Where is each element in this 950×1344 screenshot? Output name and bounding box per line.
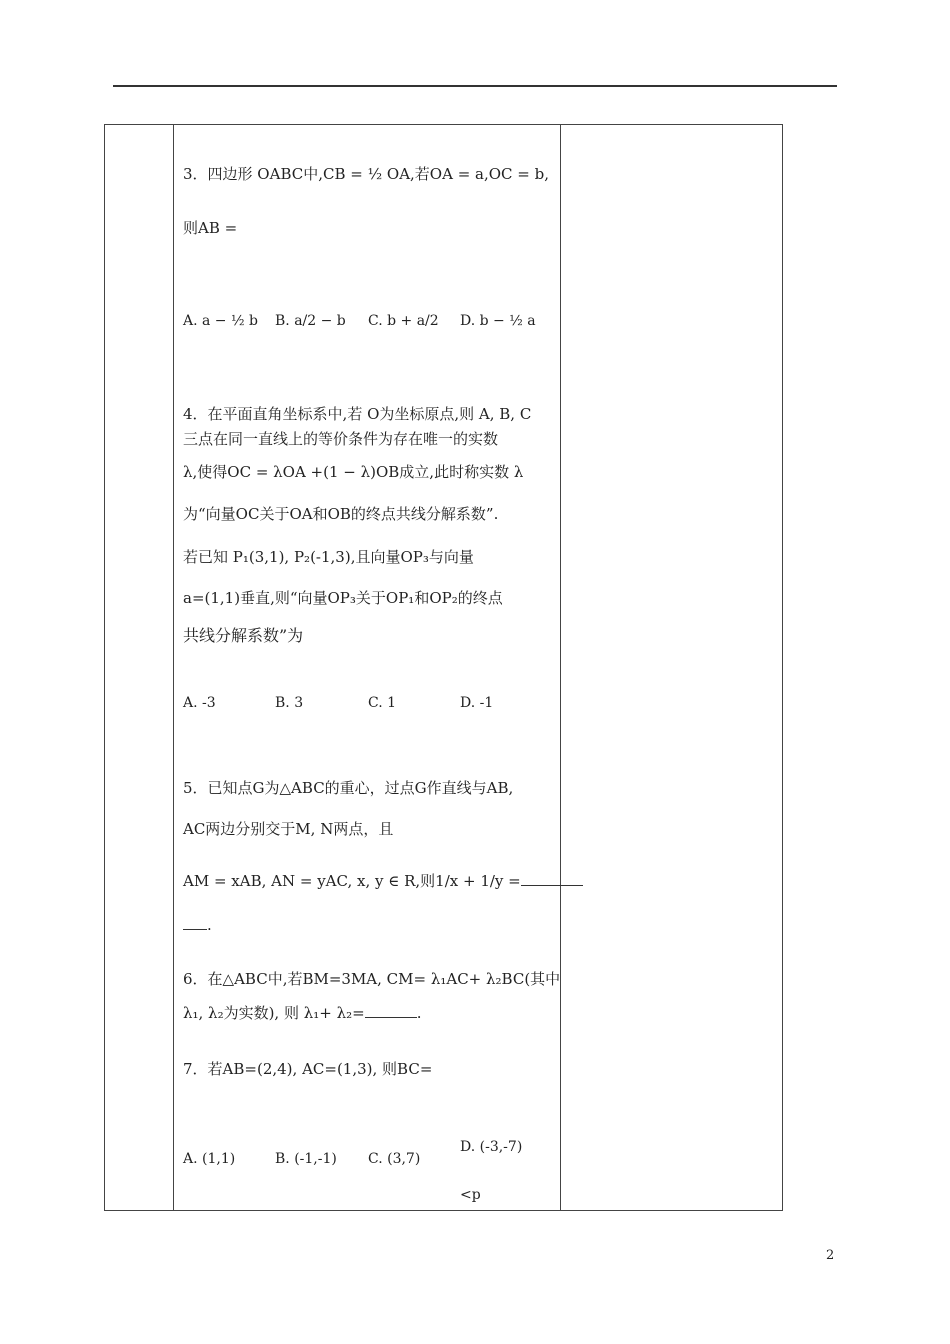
table-divider-right — [560, 125, 561, 1210]
q5-line-1: 5．已知点G为△ABC的重心，过点G作直线与AB, — [183, 779, 514, 797]
q4-option-c: C. 1 — [368, 695, 397, 711]
q5-equation: AM = xAB, AN = yAC, x, y ∈ R,则1/x + 1/y = — [183, 872, 521, 890]
header-rule — [113, 85, 837, 87]
q4-line-2: 三点在同一直线上的等价条件为存在唯一的实数 — [183, 430, 499, 448]
q6-answer-blank — [365, 1003, 417, 1018]
q4-line-4: 为“向量OC关于OA和OB的终点共线分解系数”. — [183, 505, 499, 523]
q7-option-d: D. (-3,-7) — [460, 1139, 523, 1155]
q3-option-a: A. a − ½ b — [183, 313, 258, 329]
q4-line-3: λ,使得OC = λOA +(1 − λ)OB成立,此时称实数 λ — [183, 463, 524, 481]
q4-option-b: B. 3 — [275, 695, 304, 711]
q4-option-d: D. -1 — [460, 695, 494, 711]
q6-line-1: 6．在△ABC中,若BM=3MA, CM= λ₁AC+ λ₂BC(其中 — [183, 970, 561, 988]
content-table — [104, 124, 783, 1211]
table-divider-left — [173, 125, 174, 1210]
q7-option-c: C. (3,7) — [368, 1151, 421, 1167]
q6-prompt: λ₁, λ₂为实数), 则 λ₁+ λ₂= — [183, 1004, 365, 1022]
stray-tag-text: <p — [460, 1187, 481, 1203]
q4-line-5: 若已知 P₁(3,1), P₂(-1,3),且向量OP₃与向量 — [183, 548, 474, 566]
q3-line-1: 3．四边形 OABC中,CB = ½ OA,若OA = a,OC = b, — [183, 165, 549, 183]
q5-line-2: AC两边分别交于M, N两点，且 — [183, 820, 394, 838]
q4-line-6: a=(1,1)垂直,则“向量OP₃关于OP₁和OP₂的终点 — [183, 589, 503, 607]
q4-line-7: 共线分解系数”为 — [183, 626, 304, 645]
q5-answer-blank-cont — [183, 915, 207, 930]
q5-period: . — [207, 916, 212, 934]
q7-line-1: 7．若AB=(2,4), AC=(1,3), 则BC= — [183, 1060, 433, 1078]
q3-option-b: B. a/2 − b — [275, 313, 346, 329]
q3-option-c: C. b + a/2 — [368, 313, 439, 329]
q6-line-2 — [183, 1002, 421, 1023]
q7-option-b: B. (-1,-1) — [275, 1151, 337, 1167]
q5-answer-blank — [521, 871, 583, 886]
q4-option-a: A. -3 — [183, 695, 216, 711]
q5-line-4 — [183, 915, 212, 934]
q3-option-d: D. b − ½ a — [460, 313, 536, 329]
q3-line-2: 则AB = — [183, 219, 238, 237]
q6-period: . — [416, 1004, 422, 1022]
q4-line-1: 4．在平面直角坐标系中,若 O为坐标原点,则 A, B, C — [183, 405, 532, 423]
q7-option-a: A. (1,1) — [183, 1151, 236, 1167]
page-number: 2 — [826, 1248, 835, 1263]
q5-line-3 — [183, 870, 583, 891]
